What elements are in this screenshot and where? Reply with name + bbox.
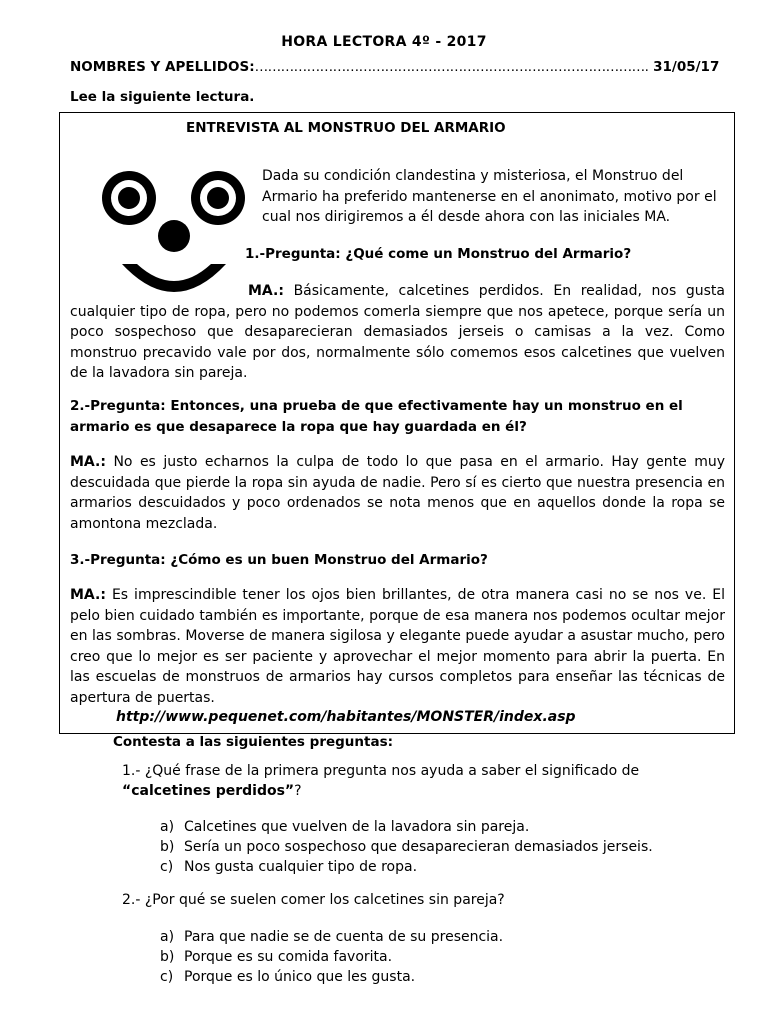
right-eye-icon: [191, 171, 245, 225]
option-1b[interactable]: b) Sería un poco sospechoso que desaparecieran demasiados jerseis.: [160, 839, 653, 855]
nose-icon: [158, 220, 190, 252]
names-label: NOMBRES Y APELLIDOS:: [70, 59, 255, 75]
answer-2-text: No es justo echarnos la culpa de todo lo que pasa en el armario. Hay gente muy descuidada que pierde la ropa sin ayuda de nadie. Pero sí es cierto que nuestra presencia en armarios descuidados y poco ordenados se nota menos que en aquellos donde la ropa se amontona mezclada.: [70, 454, 725, 532]
answer-1-text: Básicamente, calcetines perdidos. En realidad, nos gusta cualquier tipo de ropa, pero no podemos comerla siempre que nos apetece, porque sería un poco sospechoso que desaparecieran demasiados jerseis o camisas a la vez. Como monstruo precavido vale por dos, normalmente sólo comemos esos calcetines que vuelven de la lavadora sin pareja.: [70, 283, 726, 381]
ma-label: MA.:: [248, 283, 284, 299]
option-2c[interactable]: c) Porque es lo único que les gusta.: [160, 969, 416, 985]
ma-label: MA.:: [70, 454, 106, 470]
option-2a[interactable]: a) Para que nadie se de cuenta de su presencia.: [160, 929, 504, 945]
option-2b[interactable]: b) Porque es su comida favorita.: [160, 949, 393, 965]
left-eye-icon: [102, 171, 156, 225]
answer-3: [70, 585, 725, 708]
names-dots: ……………………………………………………………………………….: [254, 59, 649, 75]
answer-2: [70, 452, 725, 534]
question-1-quote: “calcetines perdidos”: [122, 783, 295, 799]
question-2-options: [160, 927, 503, 987]
question-3-heading: 3.-Pregunta: ¿Cómo es un buen Monstruo del Armario?: [70, 552, 488, 568]
option-1c[interactable]: c) Nos gusta cualquier tipo de ropa.: [160, 859, 418, 875]
question-1-end: ?: [294, 783, 302, 799]
worksheet-title: HORA LECTORA 4º - 2017: [281, 34, 487, 50]
date: 31/05/17: [653, 59, 720, 75]
names-line: [70, 59, 719, 75]
source-link[interactable]: http://www.pequenet.com/habitantes/MONSTER/index.asp: [116, 709, 576, 725]
question-1-options: [160, 817, 653, 877]
monster-face-icon: [93, 170, 263, 295]
option-1a[interactable]: a) Calcetines que vuelven de la lavadora sin pareja.: [160, 819, 530, 835]
question-2-heading: 2.-Pregunta: Entonces, una prueba de que efectivamente hay un monstruo en el armario es que desaparece la ropa que hay guardada en él?: [70, 398, 683, 435]
answer-1: [70, 281, 725, 384]
questions-heading: Contesta a las siguientes preguntas:: [113, 734, 394, 750]
question-2: 2.- ¿Por qué se suelen comer los calcetines sin pareja?: [122, 892, 505, 908]
question-1-heading: 1.-Pregunta: ¿Qué come un Monstruo del Armario?: [245, 246, 632, 262]
ma-label: MA.:: [70, 587, 106, 603]
question-1: [122, 761, 722, 801]
reading-title: ENTREVISTA AL MONSTRUO DEL ARMARIO: [186, 120, 506, 136]
question-1-text: 1.- ¿Qué frase de la primera pregunta nos ayuda a saber el significado de: [122, 763, 640, 779]
reading-instruction: Lee la siguiente lectura.: [70, 89, 255, 105]
answer-3-text: Es imprescindible tener los ojos bien brillantes, de otra manera casi no se nos ve. El pelo bien cuidado también es importante, porque de esa manera nos podemos ocultar mejor en las sombras. Moverse de manera sigilosa y elegante puede ayudar a asustar mucho, pero creo que lo mejor es ser paciente y aprovechar el mejor momento para abrir la puerta. En las escuelas de monstruos de armarios hay cursos completos para enseñar las técnicas de apertura de puertas.: [70, 587, 725, 706]
intro-paragraph: Dada su condición clandestina y misteriosa, el Monstruo del Armario ha preferido mantenerse en el anonimato, motivo por el cual nos dirigiremos a él desde ahora con las iniciales MA.: [262, 168, 717, 225]
